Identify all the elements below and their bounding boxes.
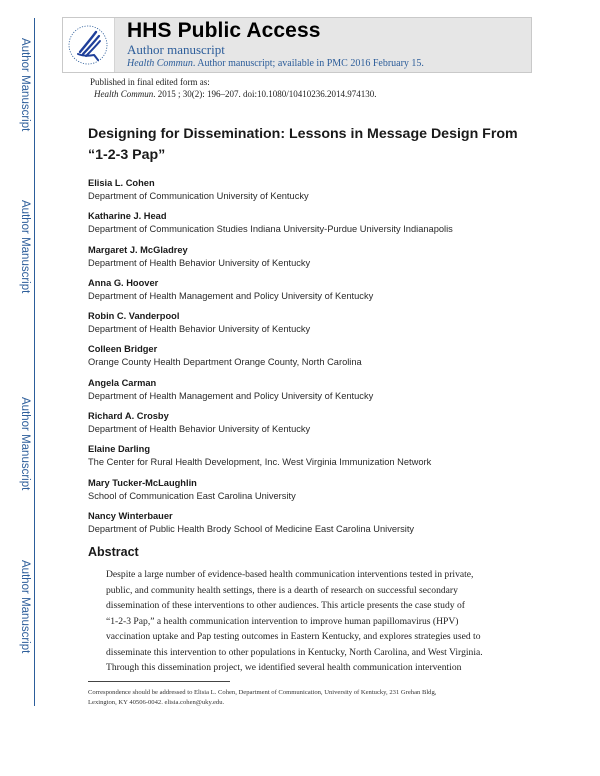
abstract-line: public, and community health settings, there is a dearth of research on successful secondary [106, 584, 458, 596]
abstract-body [106, 567, 526, 676]
side-label-author-manuscript: Author Manuscript [19, 560, 31, 654]
author-affiliation: Department of Communication University of Kentucky [88, 191, 309, 201]
abstract-line: “1-2-3 Pap,” a health communication intervention to improve human papillomavirus (HPV) [106, 615, 459, 627]
author-affiliation: School of Communication East Carolina University [88, 490, 296, 501]
author-entry [88, 510, 548, 543]
availability-line [127, 58, 424, 69]
author-entry [88, 377, 548, 410]
author-entry [88, 443, 548, 476]
availability-text: . Author manuscript; available in PMC 2016 February 15. [192, 58, 424, 69]
author-name: Elisia L. Cohen [88, 178, 155, 188]
footnote-line: Lexington, KY 40506-0042. elisia.cohen@uky.edu. [88, 699, 225, 706]
author-name: Katharine J. Head [88, 211, 167, 222]
author-name: Richard A. Crosby [88, 411, 169, 422]
footnote-divider [88, 681, 230, 682]
author-affiliation: Department of Communication Studies Indiana University-Purdue University Indianapolis [88, 224, 453, 235]
author-manuscript-label: Author manuscript [127, 42, 225, 57]
author-entry [88, 310, 548, 343]
abstract-line: Despite a large number of evidence-based health communication interventions tested in private, [106, 569, 474, 580]
published-label: Published in final edited form as: [90, 77, 210, 87]
side-label-author-manuscript: Author Manuscript [19, 38, 31, 132]
author-affiliation: Department of Health Management and Policy University of Kentucky [88, 290, 374, 301]
author-name: Anna G. Hoover [88, 277, 159, 288]
abstract-heading: Abstract [88, 545, 139, 559]
published-citation-block [90, 76, 377, 100]
side-label-author-manuscript: Author Manuscript [19, 200, 31, 294]
journal-abbrev: Health Commun [127, 58, 193, 69]
hhs-header-text-area [114, 18, 531, 72]
footnote-line: Correspondence should be addressed to Elisia L. Cohen, Department of Communication, University of Kentucky, 231 Grehan Bldg, [88, 689, 437, 696]
author-affiliation: Department of Public Health Brody School of Medicine East Carolina University [88, 523, 415, 534]
author-affiliation: Department of Health Behavior University of Kentucky [88, 257, 311, 268]
correspondence-footnote [88, 688, 528, 708]
author-name: Robin C. Vanderpool [88, 311, 180, 322]
author-entry [88, 477, 548, 510]
author-affiliation: Orange County Health Department Orange County, North Carolina [88, 357, 362, 368]
abstract-line: disseminate this intervention to other populations in Kentucky, North Carolina, and West Virginia. [106, 646, 483, 658]
abstract-line: vaccination uptake and Pap testing outcomes in Eastern Kentucky, and explores strategies used to [106, 631, 481, 642]
hhs-public-access-title: HHS Public Access [127, 19, 321, 42]
abstract-line: Through this dissemination project, we identified several health communication intervention [106, 662, 462, 673]
author-name: Angela Carman [88, 377, 157, 388]
author-name: Nancy Winterbauer [88, 510, 173, 521]
author-affiliation: Department of Health Behavior University of Kentucky [88, 424, 311, 435]
author-affiliation: The Center for Rural Health Development, Inc. West Virginia Immunization Network [88, 457, 432, 468]
author-affiliation: Department of Health Behavior University of Kentucky [88, 324, 311, 335]
article-title-line-2: “1-2-3 Pap” [88, 147, 166, 163]
article-title-line-1: Designing for Dissemination: Lessons in Message Design From [88, 126, 518, 142]
side-label-author-manuscript: Author Manuscript [19, 397, 31, 491]
citation-line [90, 88, 377, 100]
author-name: Margaret J. McGladrey [88, 244, 188, 255]
author-name: Mary Tucker-McLaughlin [88, 477, 197, 488]
author-name: Colleen Bridger [88, 344, 158, 355]
abstract-line: dissemination of these interventions to other audiences. This article presents the case study of [106, 600, 465, 611]
author-entry [88, 210, 548, 243]
citation-journal: Health Commun [94, 89, 154, 99]
side-margin-rule [34, 18, 35, 706]
article-title [88, 124, 528, 166]
author-entry [88, 177, 548, 210]
author-affiliation: Department of Health Management and Policy University of Kentucky [88, 390, 374, 401]
author-entry [88, 343, 548, 376]
hhs-eagle-logo-icon [63, 18, 113, 72]
hhs-logo [63, 18, 113, 72]
hhs-header-banner [62, 17, 532, 73]
citation-text: . 2015 ; 30(2): 196–207. doi:10.1080/10410236.2014.974130. [153, 89, 377, 99]
author-name: Elaine Darling [88, 444, 150, 455]
author-entry [88, 410, 548, 443]
author-entry [88, 277, 548, 310]
author-list [88, 177, 548, 543]
author-entry [88, 244, 548, 277]
